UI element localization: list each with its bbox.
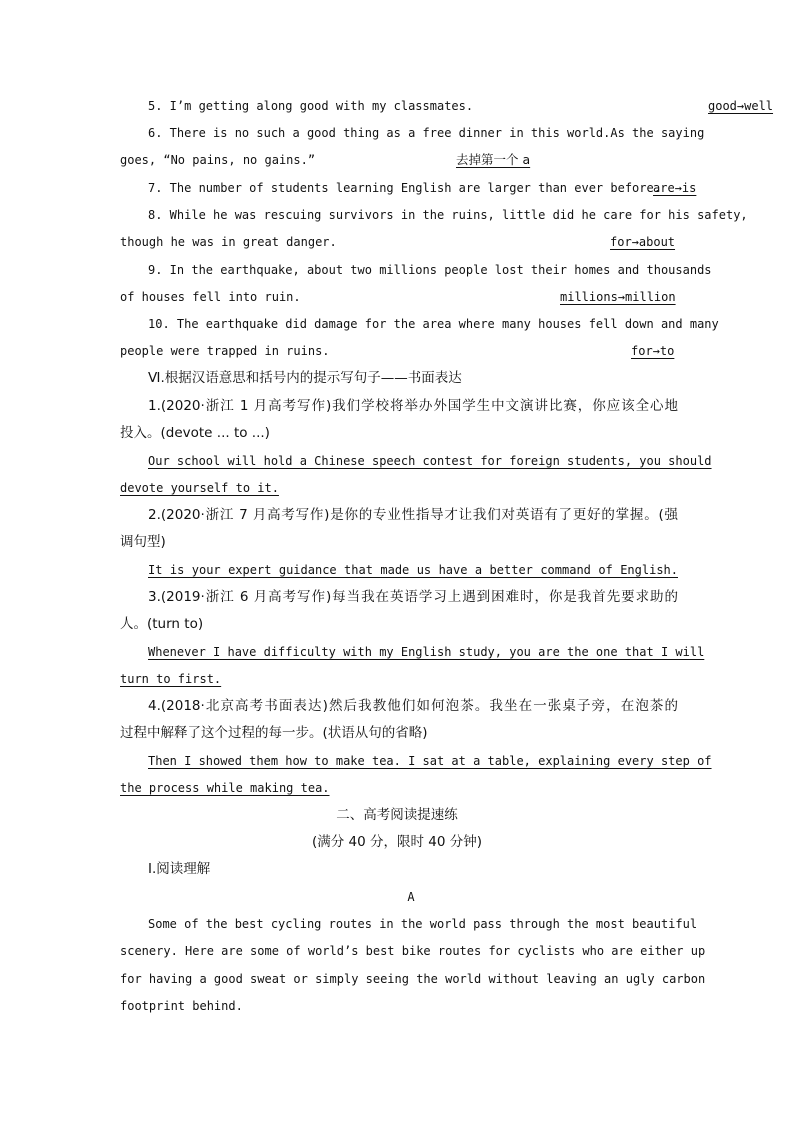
correction-9-text-cont: of houses fell into ruin. bbox=[120, 290, 301, 304]
passage-letter: A bbox=[407, 890, 415, 904]
translation-4-prompt-cont: 过程中解释了这个过程的每一步。(状语从句的省略) bbox=[120, 725, 428, 741]
correction-5-text: 5. I’m getting along good with my classmates. bbox=[148, 99, 474, 113]
correction-9-text: 9. In the earthquake, about two millions people lost their homes and thousands bbox=[148, 263, 712, 277]
correction-8-text-cont: though he was in great danger. bbox=[120, 235, 337, 249]
translation-4-answer-cont: the process while making tea. bbox=[120, 781, 330, 795]
translation-3-prompt-cont: 人。(turn to) bbox=[120, 616, 204, 632]
correction-8-answer: for→about bbox=[610, 235, 676, 249]
reading-section-title: Ⅰ.阅读理解 bbox=[148, 861, 211, 877]
translation-1-prompt-cont: 投入。(devote ... to ...) bbox=[120, 425, 270, 441]
translation-1-answer: Our school will hold a Chinese speech contest for foreign students, you should bbox=[148, 454, 712, 468]
correction-6-text-cont: goes, “No pains, no gains.” bbox=[120, 153, 316, 167]
correction-10-text-cont: people were trapped in ruins. bbox=[120, 344, 330, 358]
translation-2-prompt: 2.(2020·浙江 7 月高考写作)是你的专业性指导才让我们对英语有了更好的掌握。(强 bbox=[148, 507, 678, 523]
translation-4-prompt: 4.(2018·北京高考书面表达)然后我教他们如何泡茶。我坐在一张桌子旁，在泡茶的 bbox=[148, 698, 678, 714]
correction-9-answer: millions→million bbox=[560, 290, 676, 304]
correction-6-answer: 去掉第一个 a bbox=[456, 152, 531, 167]
translation-2-prompt-cont: 调句型) bbox=[120, 534, 166, 550]
part-2-title: 二、高考阅读提速练 bbox=[336, 807, 458, 823]
correction-7-answer: are→is bbox=[653, 181, 697, 195]
passage-line-3: for having a good sweat or simply seeing the world without leaving an ugly carbon bbox=[120, 972, 706, 986]
translation-1-answer-cont: devote yourself to it. bbox=[120, 481, 279, 495]
translation-3-answer-cont: turn to first. bbox=[120, 672, 222, 686]
correction-8-text: 8. While he was rescuing survivors in the ruins, little did he care for his safety, bbox=[148, 208, 748, 222]
passage-line-4: footprint behind. bbox=[120, 999, 243, 1013]
translation-3-answer: Whenever I have difficulty with my English study, you are the one that I will bbox=[148, 645, 705, 659]
correction-6-text: 6. There is no such a good thing as a free dinner in this world.As the saying bbox=[148, 126, 705, 140]
translation-3-prompt: 3.(2019·浙江 6 月高考写作)每当我在英语学习上遇到困难时，你是我首先要求助的 bbox=[148, 589, 678, 605]
correction-5-answer: good→well bbox=[708, 99, 774, 113]
passage-line-2: scenery. Here are some of world’s best bike routes for cyclists who are either up bbox=[120, 944, 706, 958]
section-6-title: Ⅵ.根据汉语意思和括号内的提示写句子——书面表达 bbox=[148, 370, 462, 386]
translation-1-prompt: 1.(2020·浙江 1 月高考写作)我们学校将举办外国学生中文演讲比赛，你应该全心地 bbox=[148, 398, 678, 414]
passage-line-1: Some of the best cycling routes in the world pass through the most beautiful bbox=[148, 917, 698, 931]
part-2-subtitle: (满分 40 分，限时 40 分钟) bbox=[311, 834, 483, 850]
correction-10-answer: for→to bbox=[631, 344, 675, 358]
translation-2-answer: It is your expert guidance that made us have a better command of English. bbox=[148, 563, 678, 577]
correction-10-text: 10. The earthquake did damage for the area where many houses fell down and many bbox=[148, 317, 719, 331]
translation-4-answer: Then I showed them how to make tea. I sat at a table, explaining every step of bbox=[148, 754, 712, 768]
correction-7-text: 7. The number of students learning English are larger than ever before. bbox=[148, 181, 661, 195]
